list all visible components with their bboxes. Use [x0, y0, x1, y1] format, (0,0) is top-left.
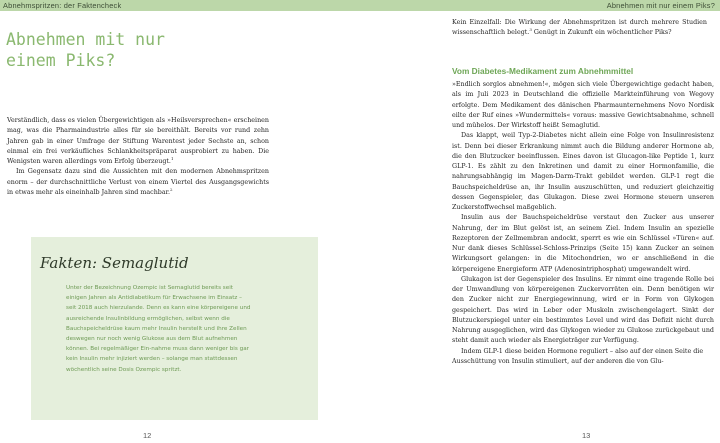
right-intro-text — [452, 18, 707, 39]
left-body-text — [7, 116, 269, 198]
facts-box-text: Unter der Bezeichnung Ozempic ist Semaglutid bereits seit einigen Jahren als Antidiabetikum für Erwachsene im Einsatz – seit 2018 auch hierzulande. Denn es kann eine körpereigene und ausreichende Insulinbildung ermöglichen, selbst wenn die Bauchspeicheldrüse kaum mehr Insulin herstellt und ihre Zellen deswegen nur noch wenig Glukose aus dem Blut aufnehmen können. Bei regelmäßiger Ein-nahme muss dann weniger bis gar kein Insulin mehr injiziert werden – solange man stattdessen wöchentlich seine Dosis Ozempic spritzt. — [66, 285, 251, 373]
chapter-title-line-2: einem Piks? — [6, 51, 116, 70]
chapter-title — [6, 29, 165, 71]
footnote-ref: 2 — [170, 186, 173, 192]
paragraph: Glukagon ist der Gegenspieler des Insulins. Er nimmt eine tragende Rolle bei der Umwandlung von körpereigenen Zuckervorräten ein. Denn benötigen wir den Zucker nicht zur Energiegewinnung, wird er in Form von Glykogen gespeichert. Das wird in Leber oder Muskeln zwischengelagert. Sinkt der Blutzuckerspiegel unter ein bestimmtes Level und wird das Defizit nicht durch Nahrung ausgeglichen, wird das Glykogen wieder zu Glukose zurückgebaut und steht damit auch wieder als Energieträger zur Verfügung. — [452, 275, 714, 345]
right-body-text — [452, 80, 714, 367]
running-header-left: Abnehmspritzen: der Faktencheck — [0, 0, 360, 11]
page-number-left: 12 — [143, 431, 152, 440]
paragraph: »Endlich sorglos abnehmen!«, mögen sich viele Übergewichtige gedacht haben, als im Juli 2023 in Deutschland die offizielle Markteinführung von Wegovy erfolgte. Dem Medikament des dänischen Pharmaunternehmens Novo Nordisk eilte der Ruf eines »Wundermittels« voraus: massive Gewichtsabnahme, schnell und mühelos. Der Wirkstoff heißt Semaglutid. — [452, 81, 714, 129]
paragraph: Insulin aus der Bauchspeicheldrüse verstaut den Zucker aus unserer Nahrung, der im Blut gelöst ist, an seinem Ziel. Indem Insulin an spezielle Rezeptoren der Zellmembran andockt, sperrt es wie ein Schlüssel »Türen« auf. Nur dank dieses Schlüssel-Schloss-Prinzips (Seite 15) kann Zucker an seinen Wirkungsort gelangen: in die Mitochondrien, wo er anschließend in die körpereigene Energieform ATP (Adenosintriphosphat) umgewandelt wird. — [452, 214, 714, 273]
facts-box — [31, 237, 318, 420]
page-number-right: 13 — [582, 431, 591, 440]
paragraph: Indem GLP-1 diese beiden Hormone reguliert – also auf der einen Seite die Ausschüttung von Insulin stimuliert, auf der anderen die von Glu- — [452, 347, 704, 365]
running-header-right: Abnehmen mit nur einem Piks? — [360, 0, 720, 11]
right-page — [360, 0, 720, 443]
paragraph: Kein Einzelfall: Die Wirkung der Abnehmspritzen ist durch mehrere Studien wissenschaftlich belegt.$^3$ Genügt in Zukunft ein wöchentlicher Piks? — [452, 19, 707, 37]
section-subheading: Vom Diabetes-Medikament zum Abnehmmittel — [452, 66, 634, 76]
footnote-ref: 1 — [170, 155, 174, 161]
chapter-title-line-1: Abnehmen mit nur — [6, 30, 165, 49]
footnote-ref: 3 — [529, 27, 532, 33]
facts-box-title: Fakten: Semaglutid — [40, 254, 189, 272]
paragraph: Das klappt, weil Typ-2-Diabetes nicht allein eine Folge von Insulinresistenz ist. Denn bei dieser Erkrankung nimmt auch die Bildung anderer Hormone ab, die den Blutzucker beeinflussen. Eines davon ist Glucagon-like Peptide 1, kurz GLP-1. Es zählt zu den Inkretinen und damit zu einer Hormonfamilie, die nahrungsabhängig im Magen-Darm-Trakt gebildet werden. GLP-1 regt die Bauchspeicheldrüse an, ihr Insulin auszuschütten, und reduziert gleichzeitig dessen Gegenspieler, das Glukagon. Diese zwei Hormone steuern unseren Zuckerstoffwechsel maßgeblich. — [452, 132, 714, 211]
paragraph: Im Gegensatz dazu sind die Aussichten mit den modernen Abnehmspritzen enorm – der durchschnittliche Verlust von einem Viertel des Ausgangsgewichts in etwas mehr als eineinhalb Jahren sind machbar.$^2$ — [7, 168, 269, 196]
paragraph: Verständlich, dass es vielen Übergewichtigen als »Heilsversprechen« erscheinen mag, was die Pharmaindustrie alles für sie bereithält. Bereits vor rund zehn Jahren gab in einer Umfrage der Stiftung Warentest jeder Sechste an, schon einmal ein frei verkäufliches Schlankheitspräparat ausprobiert zu haben. Die Wenigsten waren allerdings vom Erfolg überzeugt.$^1$ — [7, 117, 269, 165]
